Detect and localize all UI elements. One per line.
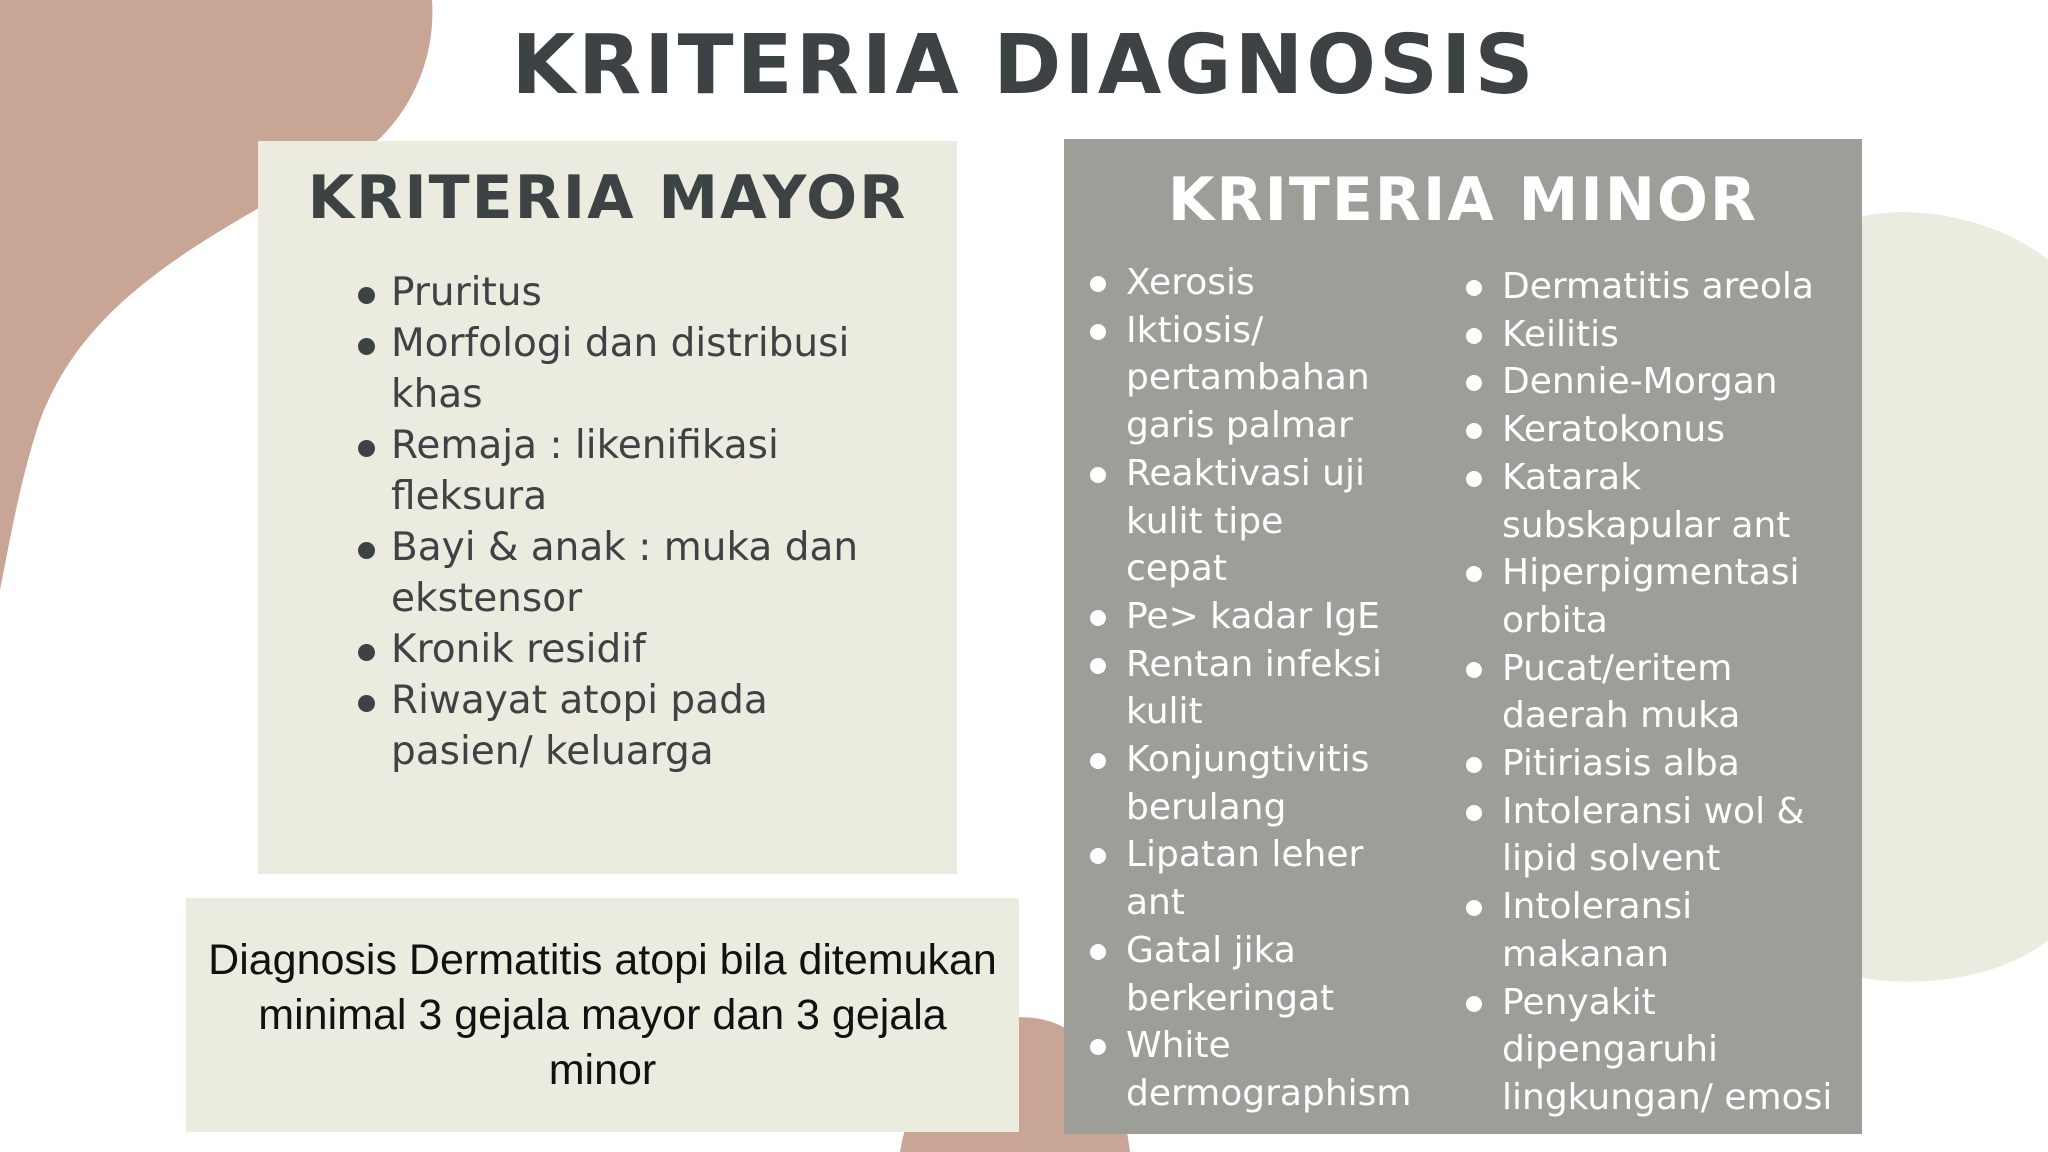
diagnosis-summary-text: Diagnosis Dermatitis atopi bila ditemukan minimal 3 gejala mayor dan 3 gejala minor bbox=[208, 935, 997, 1094]
list-item-text: Pucat/eritem daerah muka bbox=[1502, 647, 1741, 737]
list-item bbox=[1466, 549, 1856, 644]
decorative-blob-right bbox=[1850, 200, 2048, 990]
list-item bbox=[1466, 788, 1856, 883]
list-item bbox=[1090, 1022, 1412, 1117]
bullet-icon bbox=[358, 695, 375, 712]
list-item bbox=[358, 420, 878, 522]
list-item bbox=[1090, 831, 1390, 926]
bullet-icon bbox=[358, 440, 375, 457]
bullet-icon bbox=[1466, 757, 1482, 773]
list-item-text: Hiperpigmentasi orbita bbox=[1502, 552, 1800, 641]
list-item bbox=[1090, 736, 1390, 831]
mayor-criteria-list bbox=[358, 267, 878, 777]
bullet-icon bbox=[1466, 662, 1482, 678]
list-item bbox=[1466, 358, 1856, 406]
list-item bbox=[1466, 645, 1856, 740]
list-item bbox=[1466, 740, 1856, 788]
list-item bbox=[358, 624, 878, 675]
bullet-icon bbox=[1090, 324, 1106, 340]
bullet-icon bbox=[1466, 280, 1482, 296]
list-item bbox=[1466, 883, 1856, 978]
bullet-icon bbox=[358, 287, 375, 304]
bullet-icon bbox=[1090, 467, 1106, 483]
bullet-icon bbox=[1090, 944, 1106, 960]
minor-criteria-panel bbox=[1064, 139, 1862, 1134]
list-item-text: Dermatitis areola bbox=[1502, 266, 1814, 307]
list-item bbox=[1090, 450, 1390, 593]
bullet-icon bbox=[358, 542, 375, 559]
bullet-icon bbox=[1090, 753, 1106, 769]
list-item-text: Xerosis bbox=[1126, 262, 1255, 303]
list-item-text: Keilitis bbox=[1502, 313, 1619, 355]
bullet-icon bbox=[358, 338, 375, 355]
bullet-icon bbox=[1090, 276, 1106, 292]
list-item-text: Lipatan leher ant bbox=[1126, 834, 1364, 924]
list-item bbox=[358, 267, 878, 318]
list-item-text: Riwayat atopi pada pasien/ keluarga bbox=[391, 678, 768, 774]
list-item bbox=[1466, 406, 1856, 454]
minor-panel-title: KRITERIA MINOR bbox=[1167, 165, 1759, 235]
bullet-icon bbox=[1090, 658, 1106, 674]
list-item-text: Bayi & anak : muka dan ekstensor bbox=[391, 525, 859, 621]
list-item-text: Pruritus bbox=[391, 270, 542, 315]
list-item-text: Pe> kadar IgE bbox=[1126, 595, 1380, 637]
diagnosis-summary-box bbox=[186, 898, 1019, 1132]
bullet-icon bbox=[358, 644, 375, 661]
mayor-criteria-panel bbox=[258, 141, 957, 874]
bullet-icon bbox=[1466, 566, 1482, 582]
list-item-text: Rentan infeksi kulit bbox=[1126, 643, 1383, 733]
bullet-icon bbox=[1466, 996, 1482, 1012]
minor-criteria-list-column-2 bbox=[1466, 263, 1856, 1122]
list-item-text: Dennie-Morgan bbox=[1502, 361, 1778, 403]
list-item-text: Intoleransi wol & lipid solvent bbox=[1502, 790, 1805, 880]
list-item bbox=[358, 318, 878, 420]
list-item bbox=[1090, 259, 1390, 307]
slide-title: KRITERIA DIAGNOSIS bbox=[511, 18, 1537, 113]
list-item-text: Morfologi dan distribusi khas bbox=[391, 321, 850, 417]
mayor-panel-title: KRITERIA MAYOR bbox=[307, 163, 908, 233]
list-item-text: Konjungtivitis berulang bbox=[1126, 739, 1370, 828]
list-item-text: Reaktivasi uji kulit tipe cepat bbox=[1126, 452, 1365, 590]
bullet-icon bbox=[1466, 423, 1482, 439]
list-item bbox=[1466, 454, 1856, 549]
list-item bbox=[1090, 641, 1390, 736]
list-item-text: Kronik residif bbox=[391, 627, 646, 672]
list-item bbox=[358, 522, 878, 624]
bullet-icon bbox=[1090, 1039, 1106, 1055]
list-item-text: Pitiriasis alba bbox=[1502, 743, 1740, 785]
list-item bbox=[1466, 979, 1856, 1122]
list-item bbox=[1090, 307, 1390, 450]
list-item-text: Intoleransi makanan bbox=[1502, 886, 1693, 975]
list-item bbox=[1466, 311, 1856, 359]
minor-criteria-list-column-1 bbox=[1090, 259, 1412, 1118]
list-item bbox=[1090, 593, 1390, 641]
list-item-text: Keratokonus bbox=[1502, 409, 1725, 451]
bullet-icon bbox=[1090, 610, 1106, 626]
list-item-text: Remaja : likenifikasi fleksura bbox=[391, 423, 779, 519]
bullet-icon bbox=[1466, 900, 1482, 916]
list-item-text: Gatal jika berkeringat bbox=[1126, 929, 1335, 1019]
bullet-icon bbox=[1466, 328, 1482, 344]
bullet-icon bbox=[1090, 848, 1106, 864]
list-item-text: Katarak subskapular ant bbox=[1502, 456, 1791, 546]
list-item-text: Penyakit dipengaruhi lingkungan/ emosi bbox=[1502, 981, 1833, 1118]
list-item-text: Iktiosis/ pertambahan garis palmar bbox=[1126, 309, 1370, 447]
bullet-icon bbox=[1466, 805, 1482, 821]
list-item-text: White dermographism bbox=[1126, 1025, 1412, 1114]
list-item bbox=[1466, 263, 1856, 311]
bullet-icon bbox=[1466, 375, 1482, 391]
list-item bbox=[358, 675, 878, 777]
bullet-icon bbox=[1466, 471, 1482, 487]
list-item bbox=[1090, 927, 1390, 1022]
